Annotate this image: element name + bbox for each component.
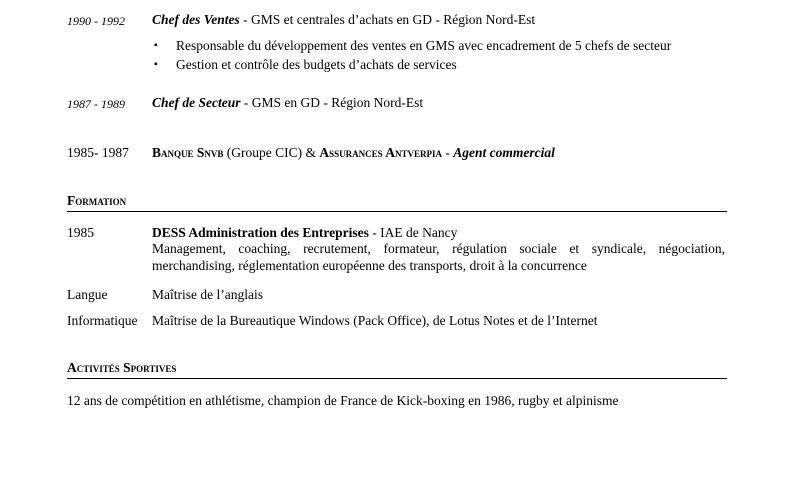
job-role: Agent commercial [453, 145, 555, 160]
bullet-icon: ▪ [154, 40, 158, 51]
sports-text: 12 ans de compétition en athlétisme, champion de France de Kick-boxing en 1986, rugby et alpinisme [67, 393, 619, 408]
job-details: - GMS en GD - Région Nord-Est [240, 95, 424, 110]
company-group: (Groupe CIC) & [223, 145, 320, 160]
skill-value: Maîtrise de l’anglais [152, 287, 263, 302]
degree-description-line: merchandising, réglementation européenne des transports, droit à la concurrence [152, 258, 587, 273]
bullet-item: Gestion et contrôle des budgets d’achats de services [176, 57, 457, 72]
degree-description-line: Management, coaching, recrutement, formateur, régulation sociale et syndicale, négociation, [152, 241, 725, 256]
job-title-line [152, 12, 535, 28]
section-divider [67, 378, 727, 379]
company-name: Banque Snvb [152, 145, 224, 160]
section-heading-sports: Activités Sportives [67, 360, 177, 375]
job-dates: 1990 - 1992 [67, 14, 125, 28]
separator: - [442, 145, 454, 160]
section-divider [67, 211, 727, 212]
job-title-line [152, 95, 423, 111]
skill-value: Maîtrise de la Bureautique Windows (Pack Office), de Lotus Notes et de l’Internet [152, 313, 598, 328]
degree-year: 1985 [67, 225, 94, 240]
company-name: Assurances Antverpia [319, 145, 443, 160]
job-dates: 1987 - 1989 [67, 97, 125, 111]
job-details: - GMS et centrales d’achats en GD - Région Nord-Est [239, 12, 536, 27]
bullet-icon: ▪ [154, 59, 158, 70]
job-title: Chef des Ventes [152, 12, 240, 27]
job-title: Chef de Secteur [152, 95, 241, 110]
degree-title: DESS Administration des Entreprises [152, 225, 369, 240]
section-heading-formation: Formation [67, 193, 127, 208]
degree-school: - IAE de Nancy [368, 225, 458, 240]
skill-label: Informatique [67, 313, 138, 328]
degree-title-line [152, 225, 457, 241]
skill-label: Langue [67, 287, 108, 302]
job-title-line [152, 145, 555, 161]
bullet-item: Responsable du développement des ventes en GMS avec encadrement de 5 chefs de secteur [176, 38, 672, 53]
job-dates: 1985- 1987 [67, 145, 129, 160]
